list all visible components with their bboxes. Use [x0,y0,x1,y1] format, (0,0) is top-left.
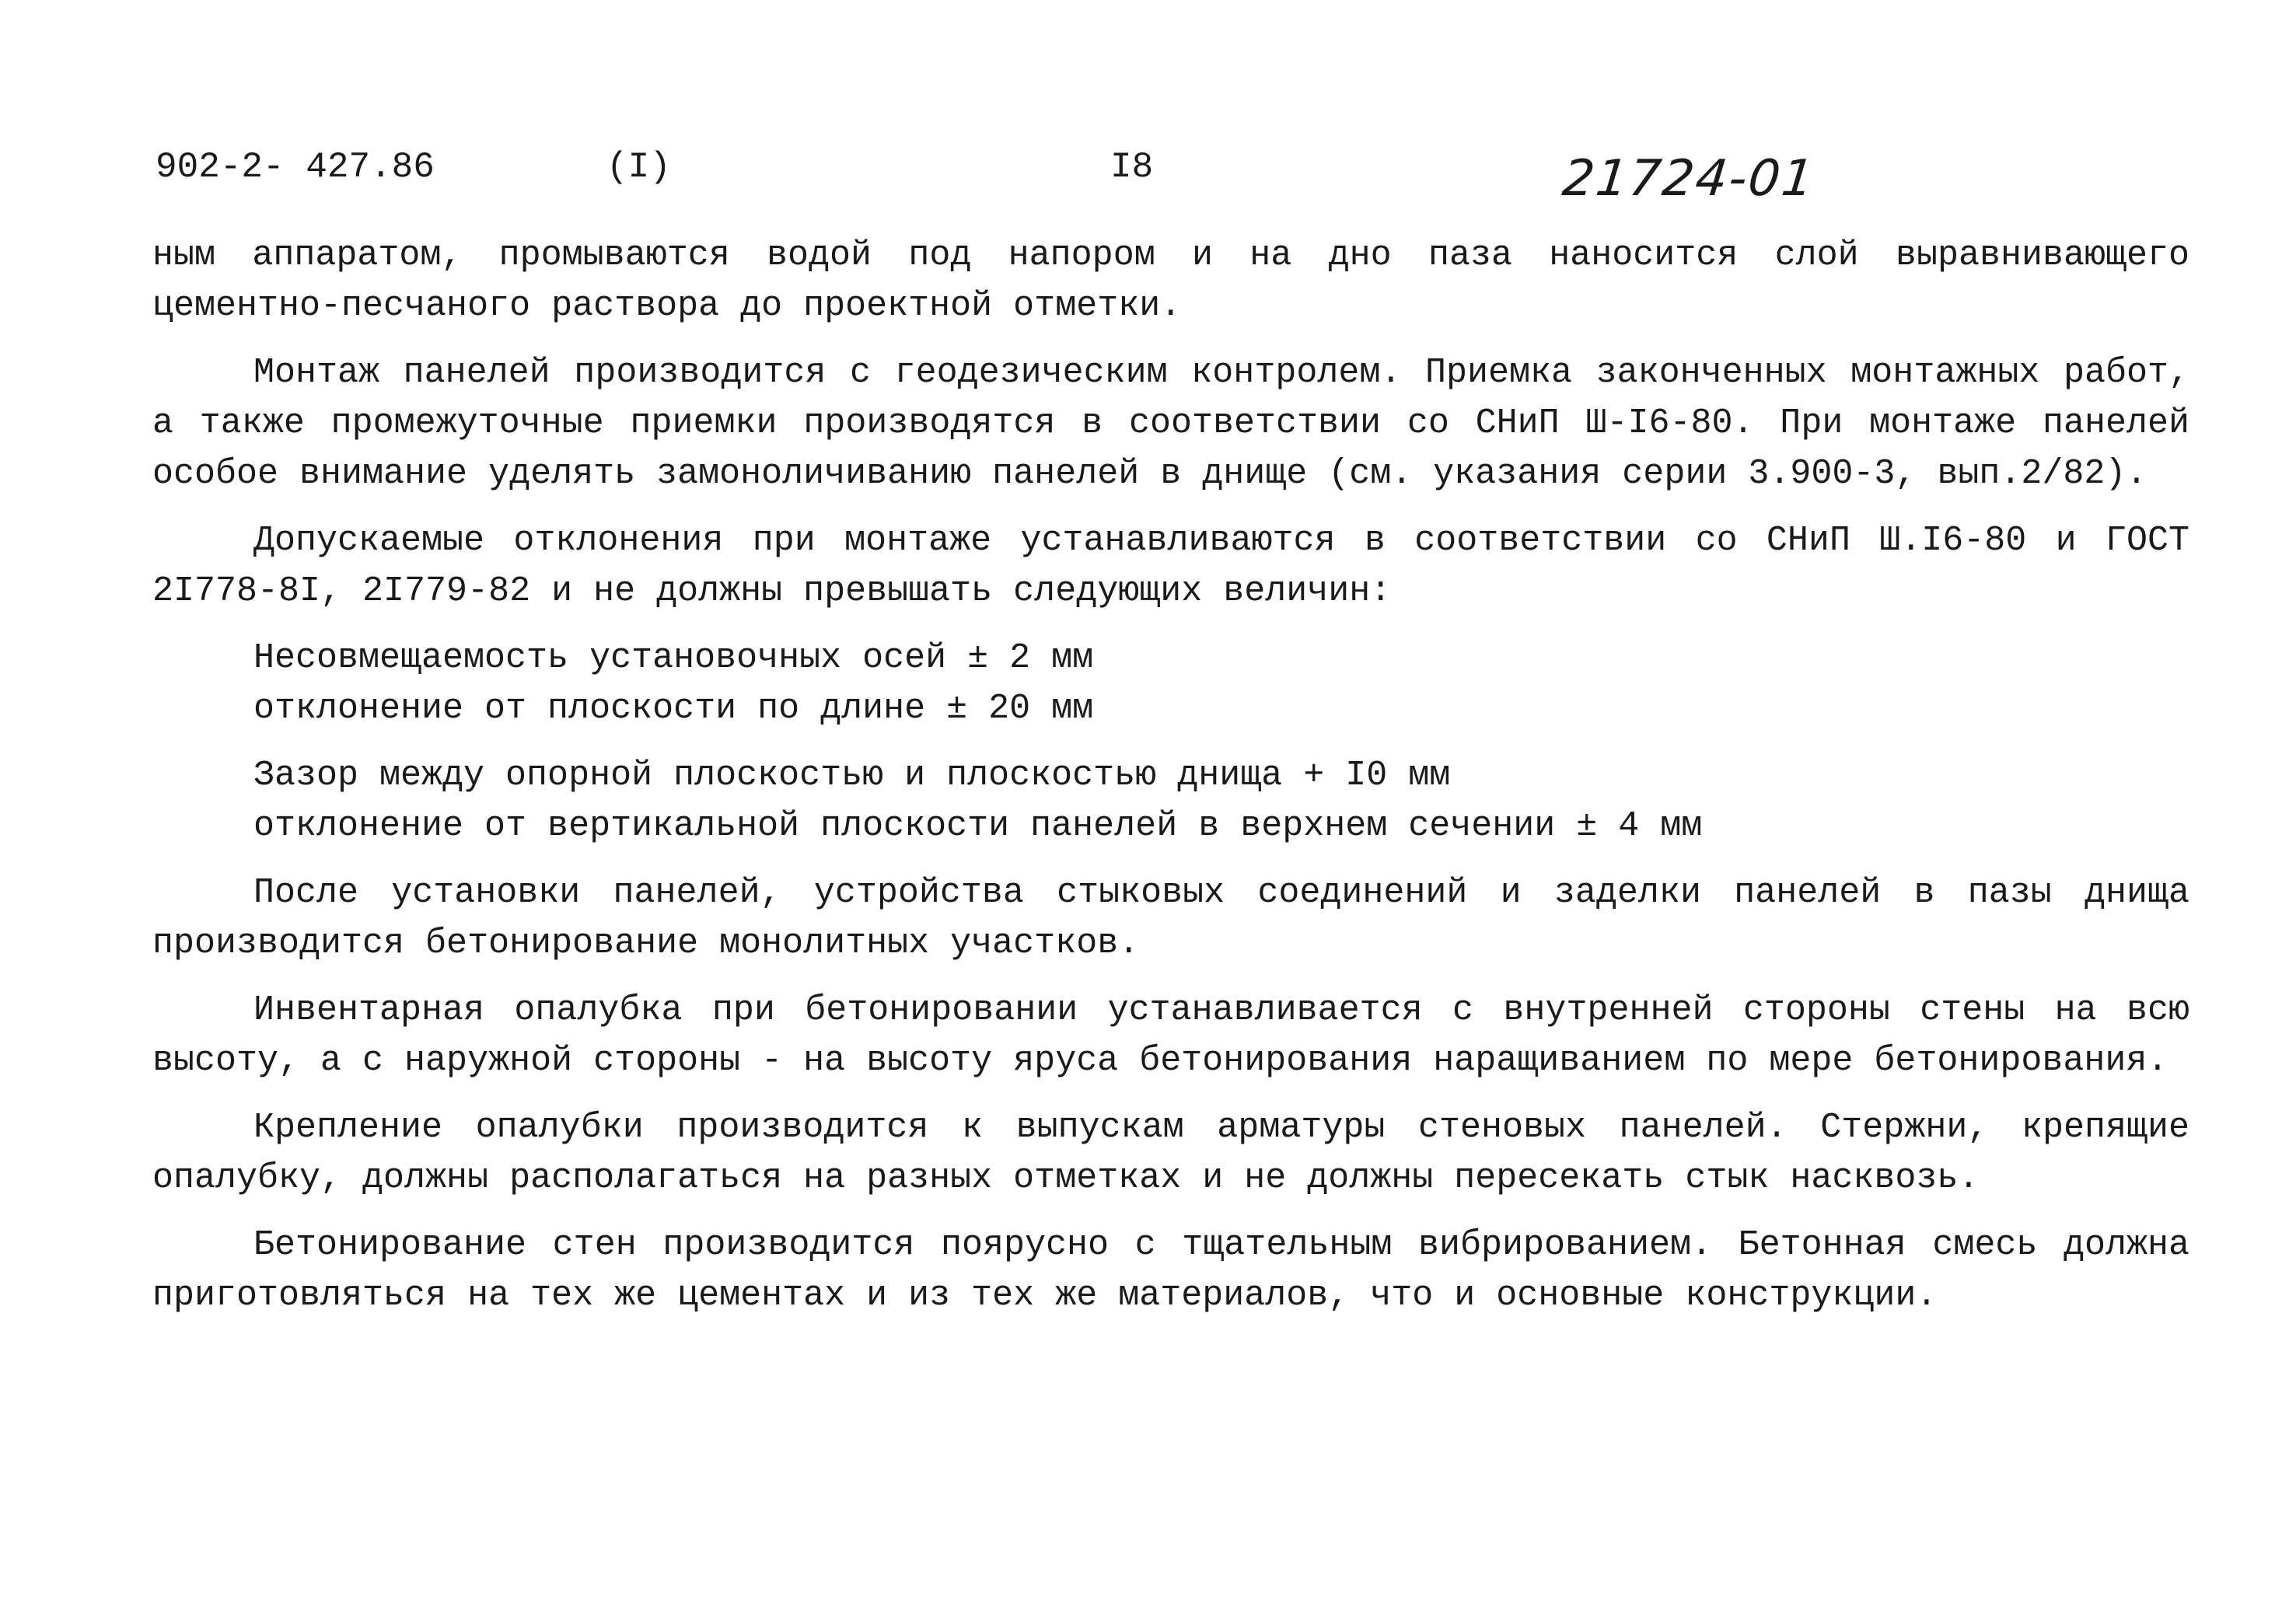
paragraph-formwork-fixing: Крепление опалубки производится к выпускам арматуры стеновых панелей. Стержни, крепящие опалубку, должны располагаться на разных отметках и не должны пересекать стык насквозь. [152,1108,2189,1198]
tolerance-list-1 [253,633,2189,734]
tolerance-item: отклонение от плоскости по длине ± 20 мм [253,689,1094,728]
paragraph-concreting: После установки панелей, устройства стыковых соединений и заделки панелей в пазы днища производится бетонирование монолитных участков. [152,873,2189,963]
page-number: I8 [1110,147,1154,187]
paragraph-continuation: ным аппаратом, промываются водой под напором и на дно паза наносится слой выравнивающего цементно-песчаного раствора до проектной отметки. [152,236,2189,326]
tolerance-item: Несовмещаемость установочных осей ± 2 мм [253,638,1094,678]
tolerance-list-2 [253,750,2189,851]
paragraph-formwork: Инвентарная опалубка при бетонировании устанавливается с внутренней стороны стены на всю высоту, а с наружной стороны - на высоту яруса бетонирования наращиванием по мере бетонирования. [152,990,2189,1081]
document-code: 902-2- 427.86 [156,147,435,187]
paragraph-tolerances-intro: Допускаемые отклонения при монтаже устанавливаются в соответствии со СНиП Ш.I6-80 и ГОСТ 2I778-8I, 2I779-82 и не должны превышать следующих величин: [152,521,2189,611]
tolerance-item: Зазор между опорной плоскостью и плоскостью днища + I0 мм [253,756,1451,795]
paragraph-wall-concreting: Бетонирование стен производится поярусно с тщательным вибрированием. Бетонная смесь должна приготовляться на тех же цементах и из тех же материалов, что и основные конструкции. [152,1225,2189,1315]
paragraph-installation: Монтаж панелей производится с геодезическим контролем. Приемка законченных монтажных работ, а также промежуточные приемки производятся в соответствии со СНиП Ш-I6-80. При монтаже панелей особое внимание уделять замоноличиванию панелей в днище (см. указания серии 3.900-3, вып.2/82). [152,353,2189,494]
tolerance-item: отклонение от вертикальной плоскости панелей в верхнем сечении ± 4 мм [253,806,1703,846]
document-part: (I) [606,147,671,187]
handwritten-sheet-code: 21724-01 [1560,150,1819,208]
body-text [152,230,2189,1337]
